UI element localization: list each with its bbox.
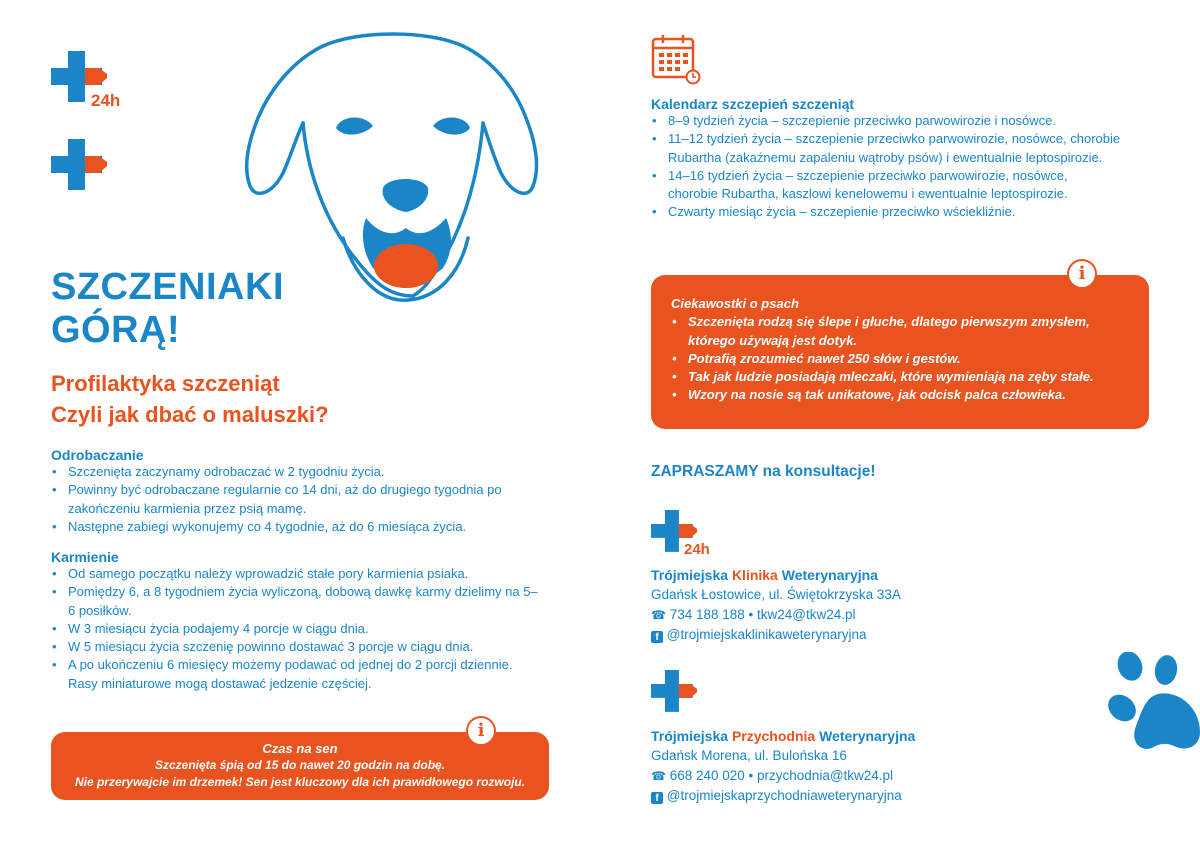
outpatient-facebook-row — [651, 786, 981, 806]
dog-nose — [383, 179, 429, 212]
list-item: • A po ukończeniu 6 miesięcy możemy podawać od jednej do 2 porcji dziennie. Rasy miniaturowe mogą dostawać jedzenie częściej. — [51, 656, 551, 693]
outpatient-name-highlight: Przychodnia — [731, 728, 816, 744]
clinic-phone-row — [651, 605, 971, 625]
clinic-facebook-row — [651, 625, 971, 645]
dog-left-eye — [336, 118, 373, 135]
outpatient-facebook[interactable]: @trojmiejskaprzychodniaweterynaryjna — [666, 788, 902, 803]
separator: • — [744, 768, 758, 783]
clinic-name-highlight: Klinika — [731, 567, 778, 583]
dog-right-eye — [433, 118, 470, 135]
list-item: • Szczenięta rodzą się ślepe i głuche, dlatego pierwszym zmysłem, którego używają jest dotyk. — [671, 313, 1127, 350]
page-title — [51, 266, 284, 352]
clinic-name-part: Weterynaryjna — [777, 567, 878, 583]
list-item: • Następne zabiegi wykonujemy co 4 tygodnie, aż do 6 miesiąca życia. — [51, 518, 541, 536]
clinic-name — [651, 565, 971, 585]
separator: • — [744, 607, 758, 622]
clinic-name-part: Trójmiejska — [651, 567, 732, 583]
clinic-address: Gdańsk Łostowice, ul. Świętokrzyska 33A — [651, 587, 901, 602]
feeding-heading: Karmienie — [51, 549, 119, 565]
outpatient-contact — [651, 726, 981, 806]
title-line-2: GÓRĄ! — [51, 309, 181, 351]
info-icon: i — [1067, 259, 1097, 289]
list-item: • 14–16 tydzień życia – szczepienie przeciwko parwowirozie, nosówce, chorobie Rubartha, kaszlowi kenelowemu i ewentualnie leptospirozie. — [651, 167, 1121, 204]
feeding-list — [51, 565, 551, 693]
calendar-icon — [651, 33, 701, 85]
outpatient-name-part: Weterynaryjna — [815, 728, 916, 744]
sleep-box-line-2: Nie przerywajcie im drzemek! Sen jest kluczowy dla ich prawidłowego rozwoju. — [74, 775, 526, 789]
facts-info-box — [651, 275, 1149, 429]
outpatient-name — [651, 726, 981, 746]
outpatient-phone[interactable]: 668 240 020 — [669, 768, 745, 783]
clinic-phone[interactable]: 734 188 188 — [669, 607, 745, 622]
clinic-24h-logo — [651, 510, 721, 560]
outpatient-logo — [651, 670, 697, 716]
sleep-box-line-1: Szczenięta śpią od 15 do nawet 20 godzin na dobę. — [154, 758, 446, 772]
deworming-list — [51, 463, 541, 536]
paw-print-icon — [1108, 652, 1200, 752]
cross-logo-icon — [51, 139, 107, 195]
list-item: • W 5 miesiącu życia szczenię powinno dostawać 3 porcje w ciągu dnia. — [51, 638, 551, 656]
outpatient-phone-row — [651, 766, 981, 786]
facts-list — [671, 313, 1127, 404]
list-item: • Wzory na nosie są tak unikatowe, jak odcisk palca człowieka. — [671, 386, 1127, 404]
clinic-email[interactable]: tkw24@tkw24.pl — [757, 607, 856, 622]
outpatient-email[interactable]: przychodnia@tkw24.pl — [757, 768, 894, 783]
badge-24h: 24h — [684, 541, 710, 558]
outpatient-address: Gdańsk Morena, ul. Bulońska 16 — [651, 748, 847, 763]
list-item: • Pomiędzy 6, a 8 tygodniem życia wyliczoną, dobową dawkę karmy dzielimy na 5–6 posiłków. — [51, 583, 551, 620]
list-item: • 8–9 tydzień życia – szczepienie przeciwko parwowirozie i nosówce. — [651, 112, 1121, 130]
subtitle-line-2: Czyli jak dbać o maluszki? — [51, 402, 329, 427]
outpatient-name-part: Trójmiejska — [651, 728, 732, 744]
vaccination-section — [651, 96, 1121, 222]
facebook-icon: f — [651, 631, 663, 643]
vaccination-heading: Kalendarz szczepień szczeniąt — [651, 96, 855, 112]
list-item: • Szczenięta zaczynamy odrobaczać w 2 tygodniu życia. — [51, 463, 541, 481]
facebook-icon: f — [651, 792, 663, 804]
vaccination-list — [651, 112, 1121, 222]
outpatient-logo — [51, 139, 107, 195]
feeding-section — [51, 549, 551, 693]
title-line-1: SZCZENIAKI — [51, 266, 284, 308]
invite-heading: ZAPRASZAMY na konsultacje! — [651, 463, 876, 480]
phone-icon: ☎ — [651, 608, 666, 622]
list-item: • Powinny być odrobaczane regularnie co 14 dni, aż do drugiego tygodnia po zakończeniu karmienia przez psią mamę. — [51, 481, 541, 518]
badge-24h: 24h — [91, 91, 121, 110]
list-item: • W 3 miesiącu życia podajemy 4 porcje w ciągu dnia. — [51, 620, 551, 638]
list-item: • Tak jak ludzie posiadają mleczaki, które wymieniają na zęby stałe. — [671, 368, 1127, 386]
list-item: • Od samego początku należy wprowadzić stałe pory karmienia psiaka. — [51, 565, 551, 583]
list-item: • Potrafią zrozumieć nawet 250 słów i gestów. — [671, 350, 1127, 368]
facts-box-title: Ciekawostki o psach — [671, 296, 799, 311]
list-item: • 11–12 tydzień życia – szczepienie przeciwko parwowirozie, nosówce, chorobie Rubartha (zakaźnemu zapaleniu wątroby psów) i ewentualnie leptospirozie. — [651, 130, 1121, 167]
info-icon: i — [466, 716, 496, 746]
sleep-box-title: Czas na sen — [262, 741, 338, 756]
subtitle-line-1: Profilaktyka szczeniąt — [51, 371, 280, 396]
deworming-section — [51, 447, 541, 536]
clinic-contact — [651, 565, 971, 645]
deworming-heading: Odrobaczanie — [51, 447, 144, 463]
list-item: • Czwarty miesiąc życia – szczepienie przeciwko wściekliźnie. — [651, 203, 1121, 221]
cross-logo-icon — [651, 670, 697, 716]
dog-ball — [374, 244, 438, 288]
clinic-facebook[interactable]: @trojmiejskaklinikaweterynaryjna — [666, 627, 867, 642]
clinic-24h-logo — [51, 51, 131, 111]
phone-icon: ☎ — [651, 769, 666, 783]
page-subtitle — [51, 368, 329, 430]
